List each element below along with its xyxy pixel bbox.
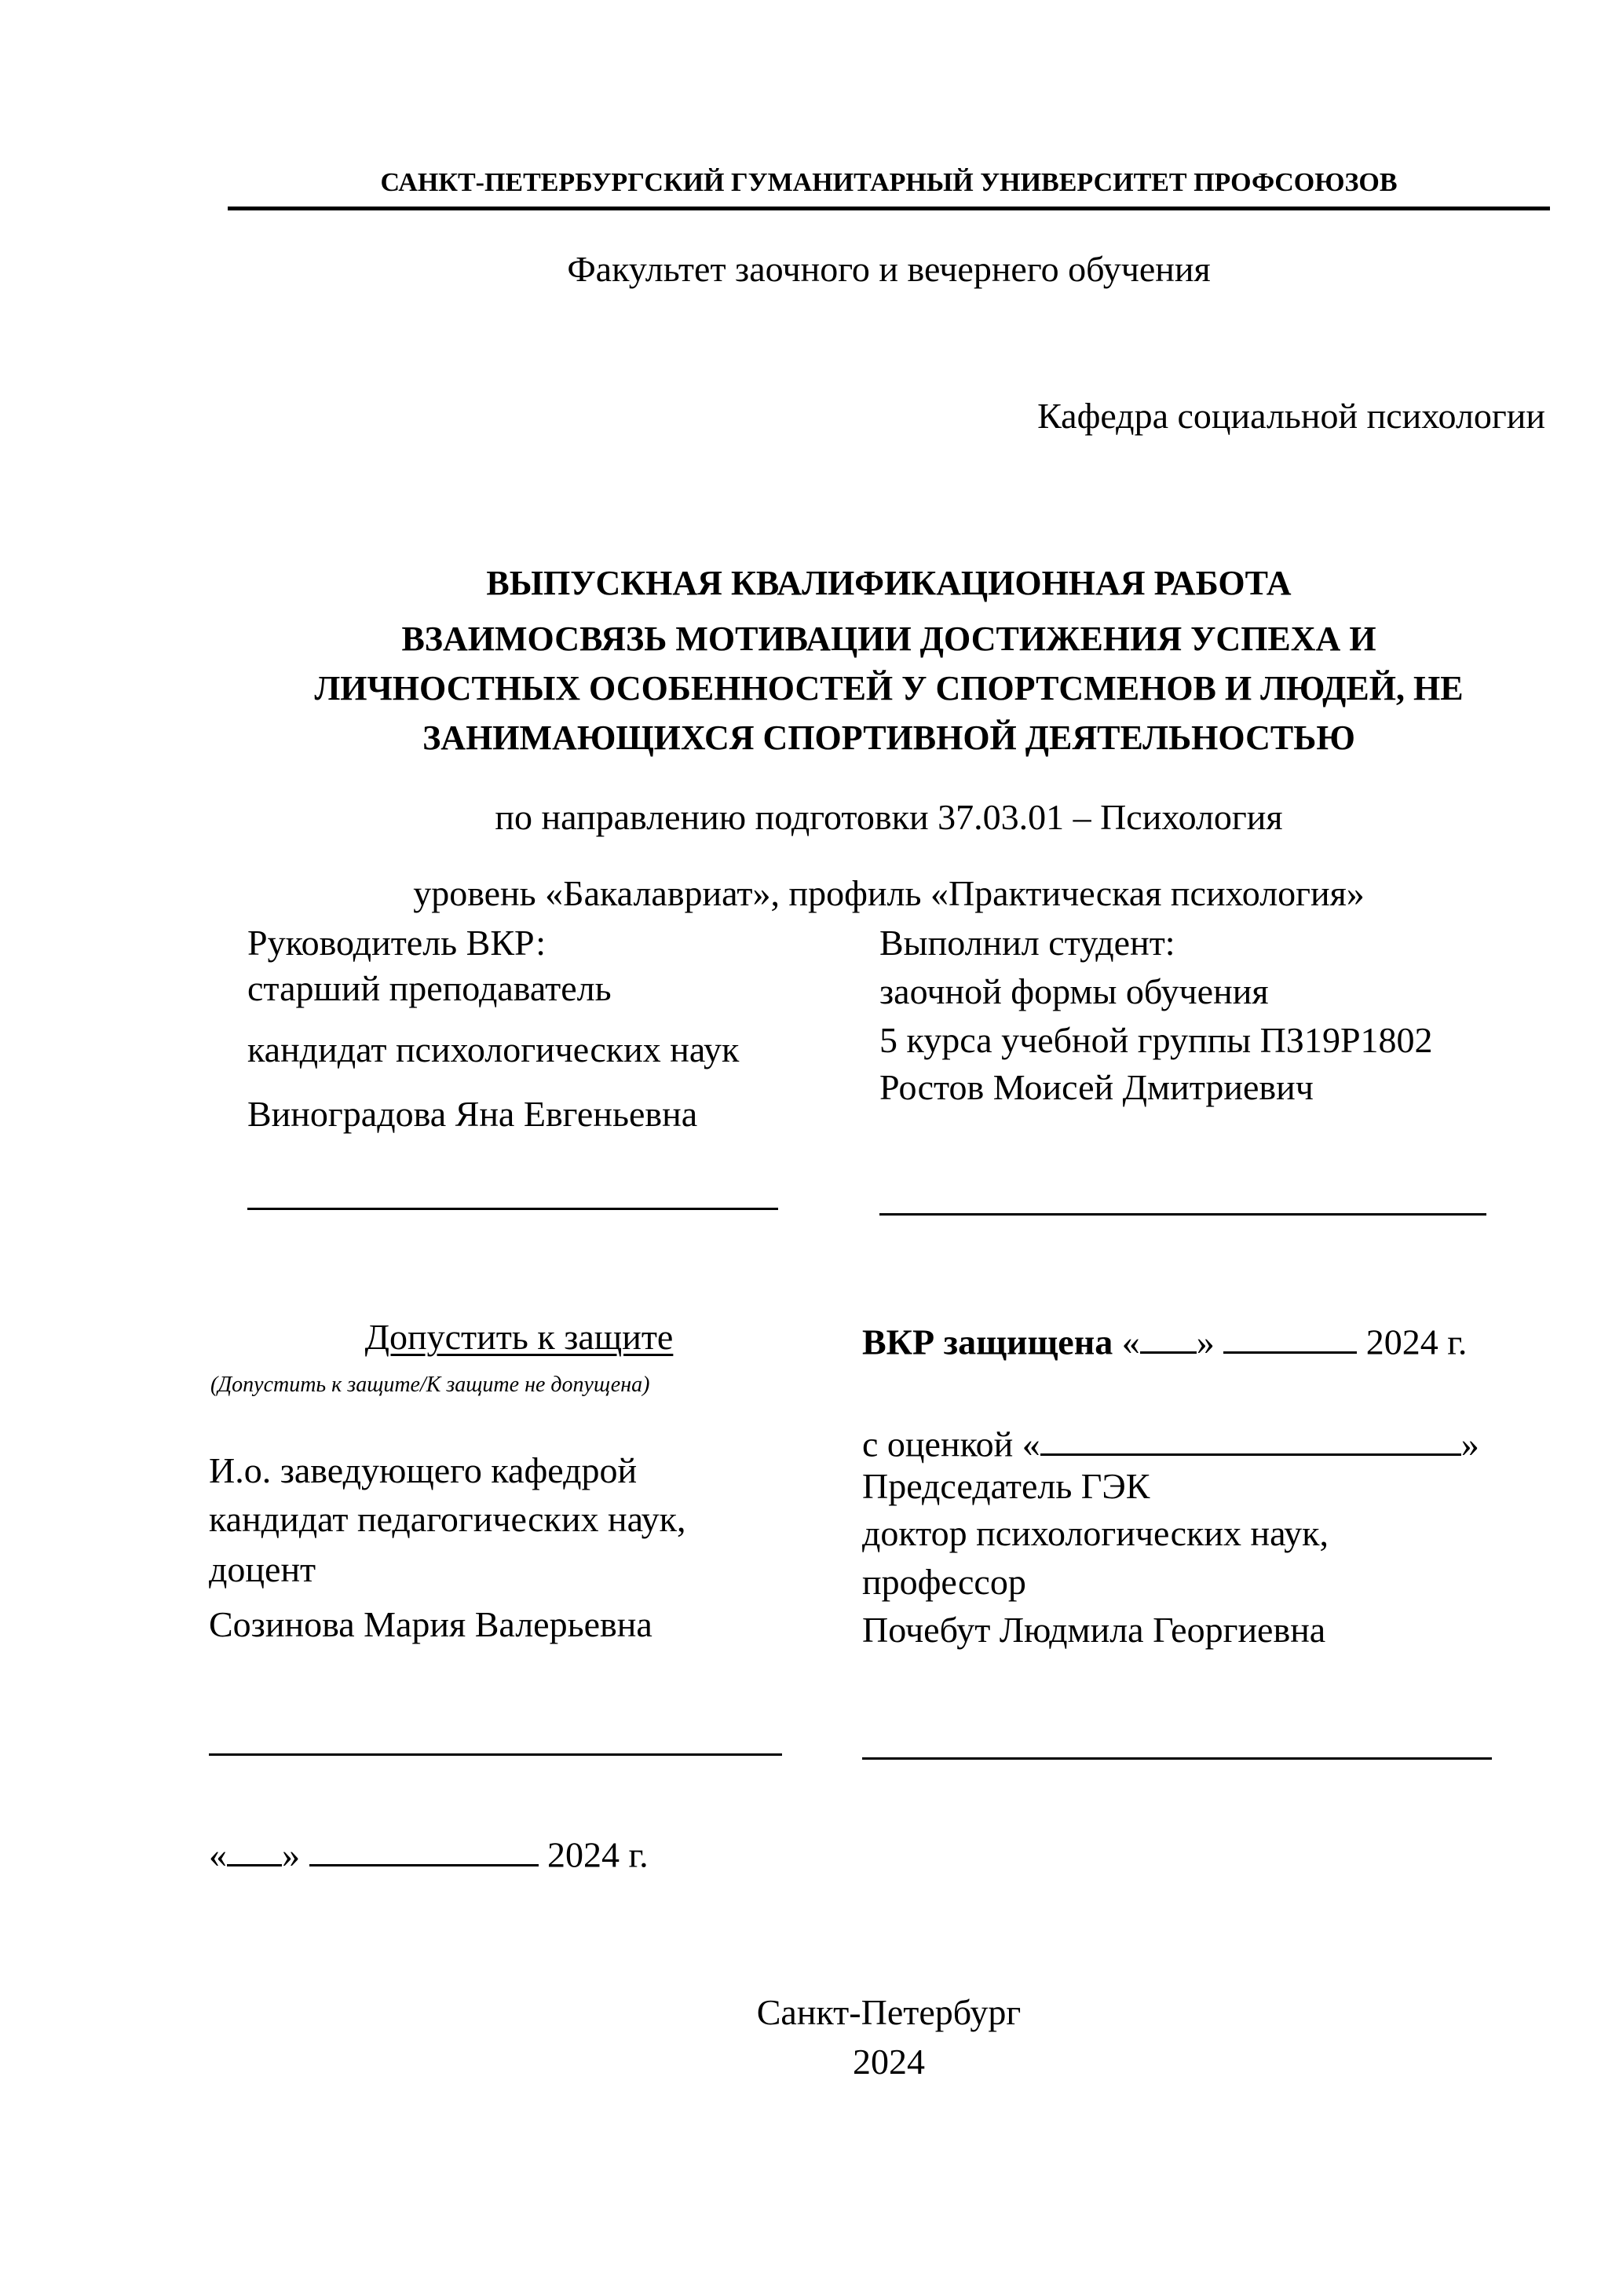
head-degree: кандидат педагогических наук, (209, 1499, 686, 1539)
student-label: Выполнил студент: (879, 923, 1175, 963)
grade-close-quote: » (1460, 1424, 1479, 1464)
chair-title: Председатель ГЭК (862, 1466, 1150, 1506)
admission-date[interactable] (209, 1832, 649, 1873)
date-year: 2024 г. (547, 1834, 649, 1875)
head-rank: доцент (209, 1549, 316, 1589)
head-name: Созинова Мария Валерьевна (209, 1604, 652, 1644)
city: Санкт-Петербург (756, 1992, 1022, 2032)
work-title-line-3: ЗАНИМАЮЩИХСЯ СПОРТИВНОЙ ДЕЯТЕЛЬНОСТЬЮ (422, 718, 1355, 757)
direction-line: по направлению подготовки 37.03.01 – Психология (495, 797, 1283, 837)
date-open-quote: « (209, 1834, 227, 1875)
student-name: Ростов Моисей Дмитриевич (879, 1067, 1314, 1107)
month-blank[interactable] (309, 1832, 539, 1866)
head-title: И.о. заведующего кафедрой (209, 1450, 638, 1490)
admission-options-note: (Допустить к защите/К защите не допущена) (210, 1373, 650, 1397)
level-profile-line: уровень «Бакалавриат», профиль «Практическая психология» (413, 873, 1365, 913)
chair-name: Почебут Людмила Георгиевна (862, 1610, 1326, 1650)
student-signature-line[interactable] (879, 1213, 1486, 1216)
chair-degree: доктор психологических наук, (862, 1513, 1329, 1553)
defense-year: 2024 г. (1365, 1322, 1468, 1362)
supervisor-degree: кандидат психологических наук (247, 1029, 740, 1069)
defense-close-quote: » (1196, 1322, 1215, 1362)
grade-label: с оценкой « (862, 1424, 1040, 1464)
work-title-line-2: ЛИЧНОСТНЫХ ОСОБЕННОСТЕЙ У СПОРТСМЕНОВ И ЛЮДЕЙ, НЕ (314, 669, 1464, 707)
grade-blank[interactable] (1040, 1421, 1461, 1456)
student-group: 5 курса учебной группы ПЗ19Р1802 (879, 1020, 1433, 1060)
head-signature-line[interactable] (209, 1753, 782, 1756)
chair-rank: профессор (862, 1562, 1026, 1602)
defense-day-blank[interactable] (1140, 1319, 1197, 1354)
work-title-line-1: ВЗАИМОСВЯЗЬ МОТИВАЦИИ ДОСТИЖЕНИЯ УСПЕХА И (401, 620, 1376, 658)
day-blank[interactable] (227, 1832, 282, 1866)
chair-signature-line[interactable] (862, 1757, 1492, 1760)
year: 2024 (853, 2042, 925, 2082)
defense-label: ВКР защищена (862, 1322, 1113, 1362)
supervisor-name: Виноградова Яна Евгеньевна (247, 1094, 698, 1134)
header-rule (228, 207, 1550, 210)
supervisor-position: старший преподаватель (247, 968, 612, 1008)
university-name: САНКТ-ПЕТЕРБУРГСКИЙ ГУМАНИТАРНЫЙ УНИВЕРСИТЕТ ПРОФСОЮЗОВ (380, 168, 1398, 197)
department-name: Кафедра социальной психологии (1037, 396, 1545, 436)
defense-open-quote: « (1121, 1322, 1140, 1362)
defense-date (862, 1319, 1467, 1360)
defense-grade (862, 1421, 1479, 1462)
date-close-quote: » (282, 1834, 300, 1875)
admission-decision: Допустить к защите (364, 1317, 674, 1357)
faculty-name: Факультет заочного и вечернего обучения (567, 249, 1211, 289)
supervisor-label: Руководитель ВКР: (247, 923, 546, 963)
supervisor-signature-line[interactable] (247, 1208, 778, 1210)
student-study-form: заочной формы обучения (879, 971, 1269, 1011)
work-type: ВЫПУСКНАЯ КВАЛИФИКАЦИОННАЯ РАБОТА (486, 564, 1292, 602)
defense-month-blank[interactable] (1223, 1319, 1357, 1354)
